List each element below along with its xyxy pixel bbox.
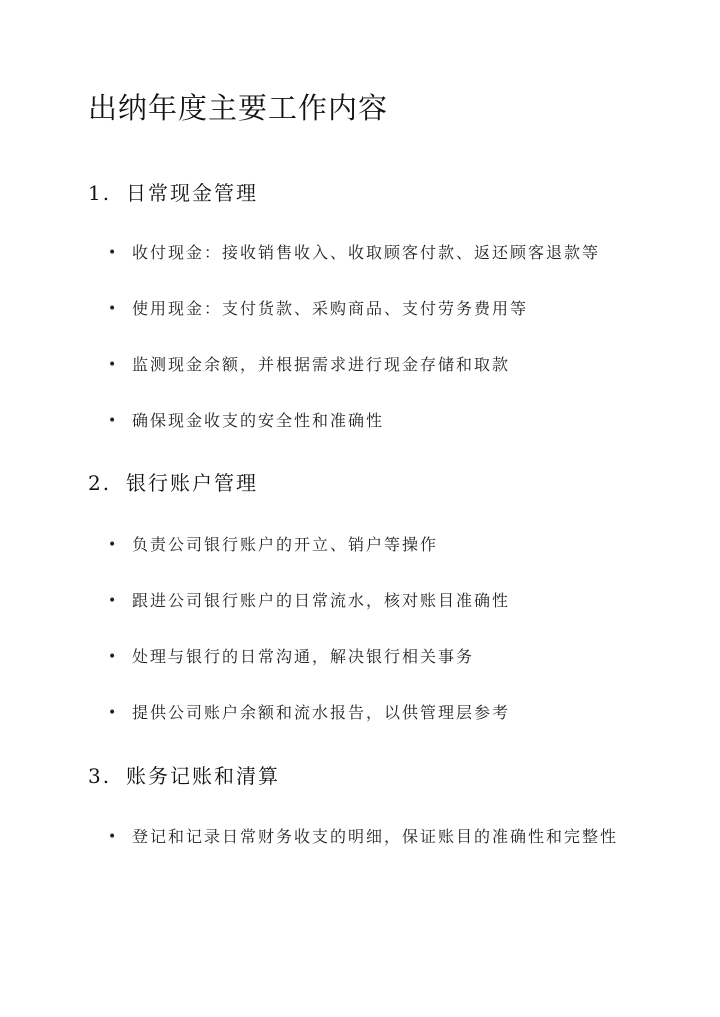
section-number: 3. (88, 764, 112, 788)
list-item (108, 400, 628, 442)
list-item (108, 524, 628, 566)
list-item-text: 收付现金：接收销售收入、收取顾客付款、返还顾客退款等 (132, 243, 601, 262)
section-title: 银行账户管理 (126, 471, 258, 495)
list-item (108, 344, 628, 386)
list-item-text: 提供公司账户余额和流水报告，以供管理层参考 (132, 703, 511, 722)
list-item (108, 580, 628, 622)
list-item-text: 负责公司银行账户的开立、销户等操作 (132, 535, 439, 554)
list-item-text: 确保现金收支的安全性和准确性 (132, 411, 385, 430)
list-item-text: 使用现金：支付货款、采购商品、支付劳务费用等 (132, 299, 529, 318)
bullet-icon: • (108, 357, 119, 373)
section-title: 账务记账和清算 (126, 764, 280, 788)
section-number: 2. (88, 471, 112, 495)
bullet-icon: • (108, 649, 119, 665)
list-item-text: 跟进公司银行账户的日常流水，核对账目准确性 (132, 591, 511, 610)
list-item-text: 处理与银行的日常沟通，解决银行相关事务 (132, 647, 475, 666)
bullet-icon: • (108, 245, 119, 261)
list-item-text: 登记和记录日常财务收支的明细，保证账目的准确性和完整性 (132, 827, 619, 846)
section-heading-1 (88, 177, 258, 206)
list-item (108, 232, 628, 274)
list-item (108, 636, 628, 678)
list-item (108, 692, 628, 734)
bullet-icon: • (108, 593, 119, 609)
list-item (108, 816, 628, 858)
list-item-text: 监测现金余额，并根据需求进行现金存储和取款 (132, 355, 511, 374)
bullet-icon: • (108, 705, 119, 721)
bullet-icon: • (108, 301, 119, 317)
section-title: 日常现金管理 (126, 181, 258, 205)
section-heading-2 (88, 467, 258, 496)
document-title: 出纳年度主要工作内容 (88, 91, 389, 125)
bullet-icon: • (108, 537, 119, 553)
section-number: 1. (88, 181, 112, 205)
bullet-icon: • (108, 829, 119, 845)
list-item (108, 288, 628, 330)
bullet-icon: • (108, 413, 119, 429)
section-heading-3 (88, 760, 280, 789)
